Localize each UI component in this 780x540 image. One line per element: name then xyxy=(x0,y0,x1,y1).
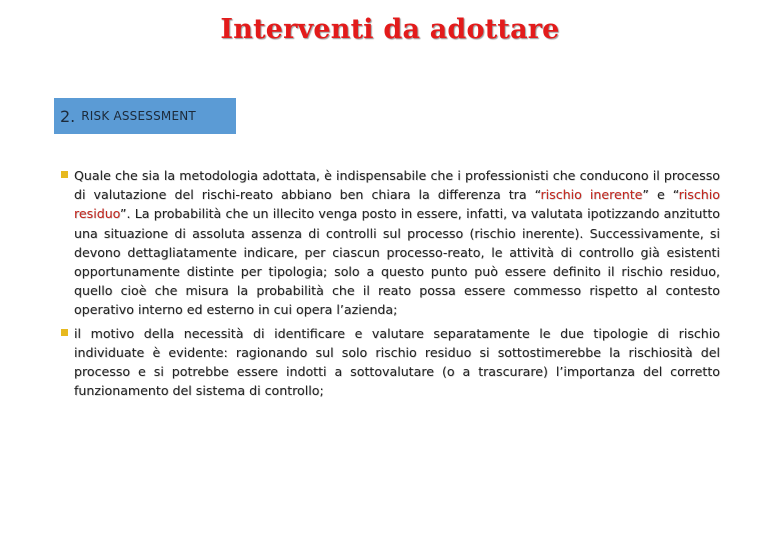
bullet-item-risk-definition xyxy=(58,166,720,320)
square-bullet-icon xyxy=(61,171,68,178)
square-bullet-icon xyxy=(61,329,68,336)
bullet-text-part: Quale che sia la metodologia adottata, è indispensabile che i professionisti che conducono il processo di valutazione del rischi-reato abbiano ben chiara la differenza tra “ xyxy=(74,168,720,203)
bullet-text: il motivo della necessità di identificare e valutare separatamente le due tipologie di rischio individuate è evidente: ragionando sul solo rischio residuo si sottostimerebbe la rischiosità del processo e si potrebbe essere indotti a sottovalutare (o a trascurare) l’importanza del corretto funzionamento del sistema di controllo; xyxy=(74,325,720,399)
bullet-text-part: ”. La probabilità che un illecito venga posto in essere, infatti, va valutata ipotizzando anzitutto una situazione di assoluta assenza di controlli sul processo (rischio inerente). Successivamente, si devono dettagliatamente indicare, per ciascun processo-reato, le attività di controllo già esistenti opportunamente distinte per tipologia; solo a questo punto può essere definito il rischio residuo, quello cioè che misura la probabilità che il reato possa essere commesso rispetto al contesto operativo interno ed esterno in cui opera l’azienda; xyxy=(74,206,720,318)
section-number: 2. xyxy=(60,106,76,126)
section-label: RISK ASSESSMENT xyxy=(81,109,196,123)
term-rischio-residuo: rischio residuo xyxy=(74,187,720,222)
section-header xyxy=(54,98,236,134)
bullet-item-motivation xyxy=(58,324,720,401)
term-rischio-inerente: rischio inerente xyxy=(540,187,643,203)
bullet-list xyxy=(58,166,720,404)
bullet-text-part: ” e “ xyxy=(642,187,679,203)
slide-title: Interventi da adottare xyxy=(220,14,560,45)
